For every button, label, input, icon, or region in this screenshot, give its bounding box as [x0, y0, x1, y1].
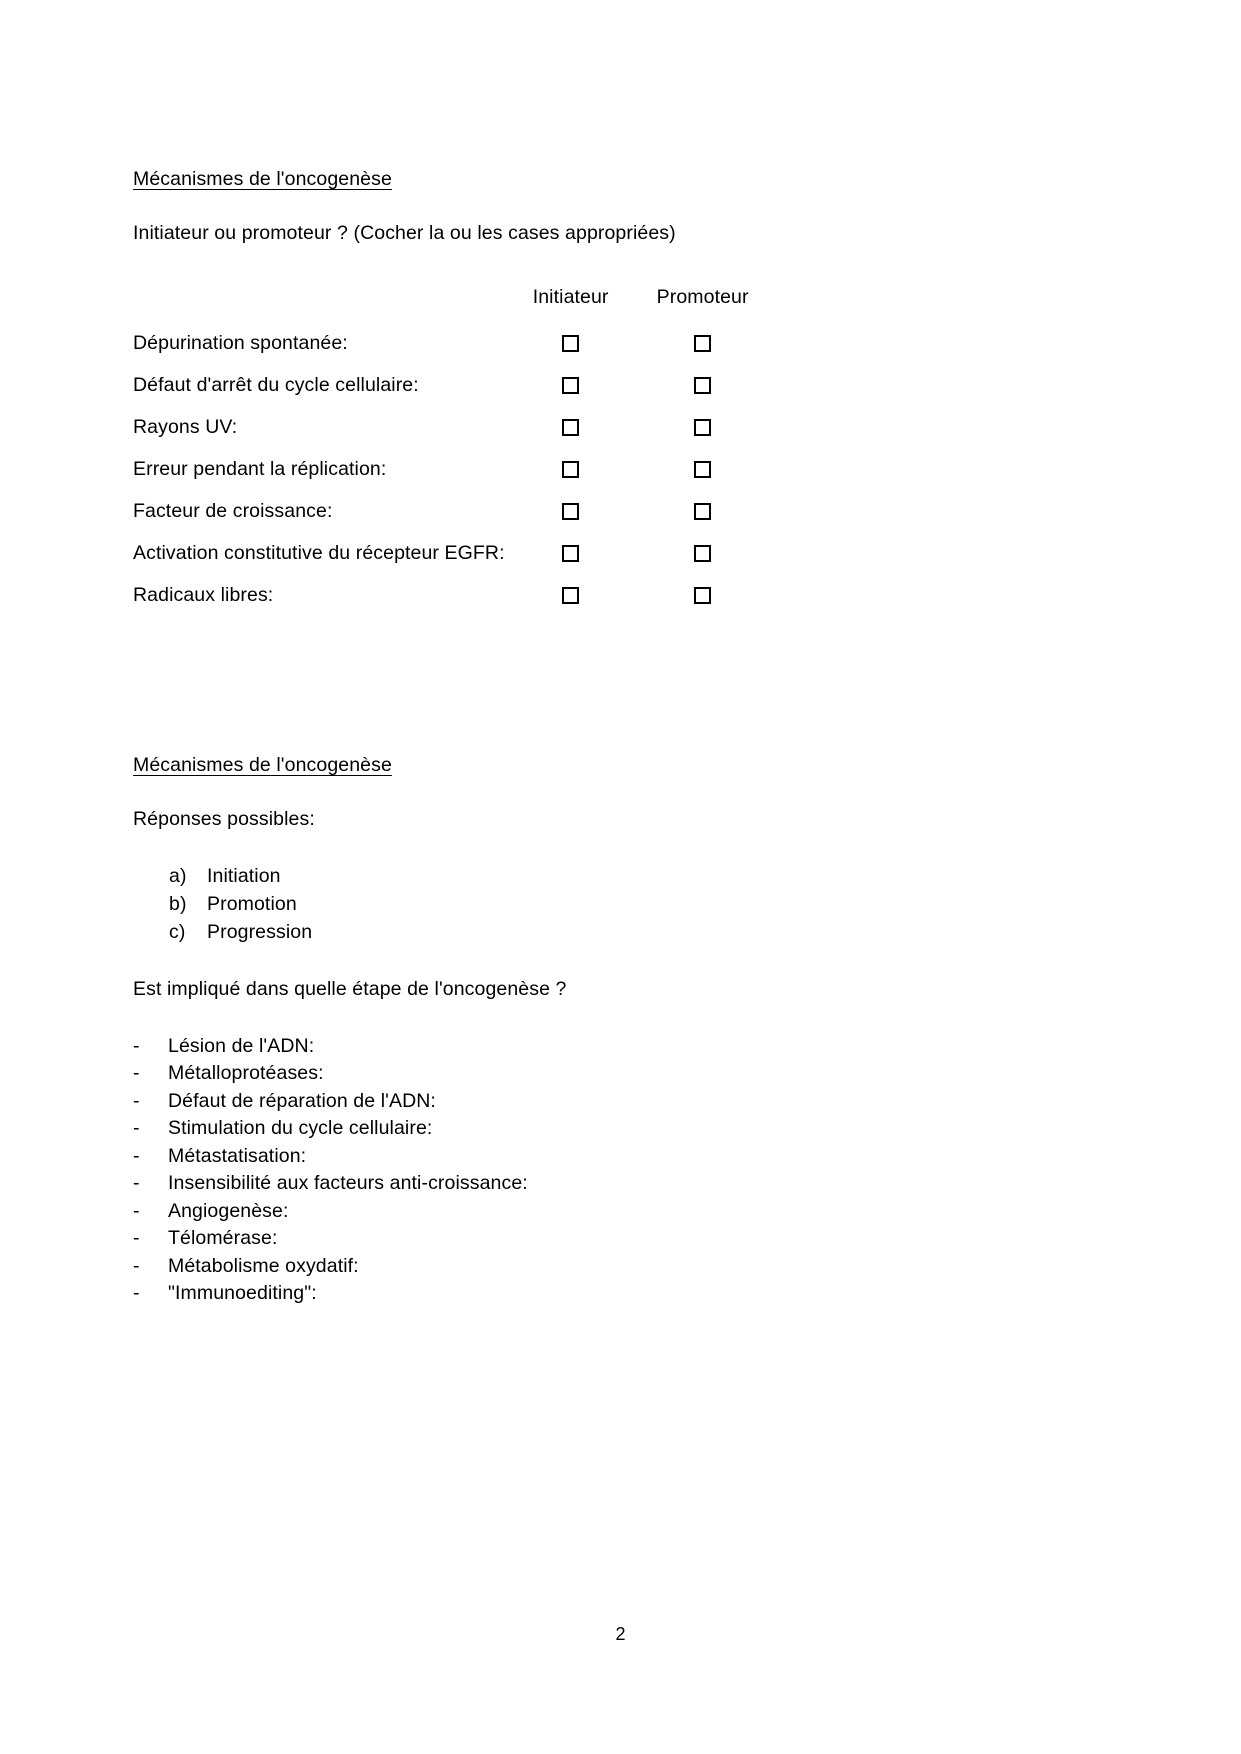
table-row [133, 322, 769, 364]
list-item [133, 1198, 1113, 1226]
list-text-defaut-reparation-adn: Défaut de réparation de l'ADN: [168, 1089, 436, 1112]
list-item [133, 1280, 1113, 1308]
answers-label: Réponses possibles: [133, 807, 315, 830]
row-label-radicaux-libres: Radicaux libres: [133, 583, 274, 606]
section-two-heading: Mécanismes de l'oncogenèse [133, 754, 392, 776]
table-row [133, 490, 769, 532]
section-one-heading: Mécanismes de l'oncogenèse [133, 168, 392, 190]
checkbox-cell-promoteur-1[interactable] [637, 364, 769, 406]
possible-answers-list [133, 862, 1113, 946]
checkbox-cell-promoteur-2[interactable] [637, 406, 769, 448]
checkbox-initiateur-radicaux-libres[interactable] [562, 587, 579, 604]
checkbox-cell-promoteur-6[interactable] [637, 574, 769, 616]
checkbox-cell-initiateur-2[interactable] [505, 406, 637, 448]
row-label-activation-constitutive-egfr: Activation constitutive du récepteur EGFR: [133, 541, 505, 564]
checkbox-cell-initiateur-6[interactable] [505, 574, 637, 616]
row-label-defaut-arret-cycle-cellulaire: Défaut d'arrêt du cycle cellulaire: [133, 373, 419, 396]
checkbox-cell-promoteur-4[interactable] [637, 490, 769, 532]
row-label-depurination-spontanee: Dépurination spontanée: [133, 331, 348, 354]
table-header-blank [133, 276, 505, 322]
list-item [133, 1088, 1113, 1116]
column-header-initiateur: Initiateur [532, 285, 609, 308]
dash-marker-6: - [133, 1199, 140, 1222]
list-text-angiogenese: Angiogenèse: [168, 1199, 289, 1222]
list-text-promotion: Promotion [207, 893, 297, 915]
table-row [133, 406, 769, 448]
list-item [133, 1115, 1113, 1143]
list-marker-b: b) [169, 893, 187, 915]
checkbox-cell-initiateur-5[interactable] [505, 532, 637, 574]
checkbox-promoteur-activation-constitutive-egfr[interactable] [694, 545, 711, 562]
checkbox-initiateur-erreur-pendant-replication[interactable] [562, 461, 579, 478]
list-text-metastatisation: Métastatisation: [168, 1144, 307, 1167]
list-text-stimulation-cycle-cellulaire: Stimulation du cycle cellulaire: [168, 1117, 433, 1139]
checkbox-promoteur-defaut-arret-cycle-cellulaire[interactable] [694, 377, 711, 394]
column-header-promoteur: Promoteur [656, 285, 749, 308]
table-row [133, 364, 769, 406]
list-text-initiation: Initiation [207, 865, 281, 887]
list-marker-a: a) [169, 865, 187, 887]
list-text-progression: Progression [207, 921, 313, 943]
checkbox-cell-initiateur-3[interactable] [505, 448, 637, 490]
dash-marker-3: - [133, 1117, 140, 1139]
dash-marker-7: - [133, 1227, 140, 1249]
list-item [133, 862, 1113, 890]
oncogenesis-steps-list [133, 1033, 1113, 1308]
page-content [133, 170, 1113, 1308]
checkbox-promoteur-erreur-pendant-replication[interactable] [694, 461, 711, 478]
initiateur-promoteur-table [133, 276, 769, 616]
checkbox-promoteur-rayons-uv[interactable] [694, 419, 711, 436]
list-text-insensibilite-facteurs-anti-croissance: Insensibilité aux facteurs anti-croissance: [168, 1172, 528, 1194]
dash-marker-9: - [133, 1282, 140, 1304]
list-item [133, 890, 1113, 918]
checkbox-cell-promoteur-3[interactable] [637, 448, 769, 490]
table-row [133, 532, 769, 574]
dash-marker-4: - [133, 1144, 140, 1167]
list-item [133, 1170, 1113, 1198]
dash-marker-8: - [133, 1254, 140, 1277]
checkbox-promoteur-facteur-de-croissance[interactable] [694, 503, 711, 520]
checkbox-initiateur-defaut-arret-cycle-cellulaire[interactable] [562, 377, 579, 394]
list-text-metabolisme-oxydatif: Métabolisme oxydatif: [168, 1254, 359, 1277]
checkbox-initiateur-depurination-spontanee[interactable] [562, 335, 579, 352]
checkbox-cell-promoteur-5[interactable] [637, 532, 769, 574]
checkbox-initiateur-rayons-uv[interactable] [562, 419, 579, 436]
checkbox-promoteur-radicaux-libres[interactable] [694, 587, 711, 604]
row-label-erreur-pendant-replication: Erreur pendant la réplication: [133, 457, 387, 480]
table-row [133, 574, 769, 616]
checkbox-initiateur-facteur-de-croissance[interactable] [562, 503, 579, 520]
list-item [133, 918, 1113, 946]
table-header-row [133, 276, 769, 322]
checkbox-cell-promoteur-0[interactable] [637, 322, 769, 364]
dash-marker-2: - [133, 1089, 140, 1112]
list-item [133, 1143, 1113, 1171]
list-text-telomerase: Télomérase: [168, 1227, 278, 1249]
checkbox-promoteur-depurination-spontanee[interactable] [694, 335, 711, 352]
dash-marker-0: - [133, 1034, 140, 1057]
dash-marker-1: - [133, 1062, 140, 1084]
list-text-immunoediting: "Immunoediting": [168, 1282, 317, 1304]
list-item [133, 1225, 1113, 1253]
section-two-question: Est impliqué dans quelle étape de l'oncogenèse ? [133, 978, 567, 1000]
list-item [133, 1060, 1113, 1088]
list-text-metalloproteases: Métalloprotéases: [168, 1062, 324, 1084]
checkbox-initiateur-activation-constitutive-egfr[interactable] [562, 545, 579, 562]
list-marker-c: c) [169, 921, 186, 943]
row-label-facteur-de-croissance: Facteur de croissance: [133, 499, 333, 522]
page-number: 2 [615, 1624, 626, 1644]
spacer [133, 946, 1113, 980]
table-row [133, 448, 769, 490]
row-label-rayons-uv: Rayons UV: [133, 415, 238, 438]
list-item [133, 1033, 1113, 1061]
section-separator [133, 616, 1113, 756]
checkbox-cell-initiateur-4[interactable] [505, 490, 637, 532]
list-item [133, 1253, 1113, 1281]
dash-marker-5: - [133, 1172, 140, 1194]
list-text-lesion-adn: Lésion de l'ADN: [168, 1034, 315, 1057]
checkbox-cell-initiateur-0[interactable] [505, 322, 637, 364]
checkbox-cell-initiateur-1[interactable] [505, 364, 637, 406]
section-one-instruction: Initiateur ou promoteur ? (Cocher la ou les cases appropriées) [133, 221, 676, 244]
